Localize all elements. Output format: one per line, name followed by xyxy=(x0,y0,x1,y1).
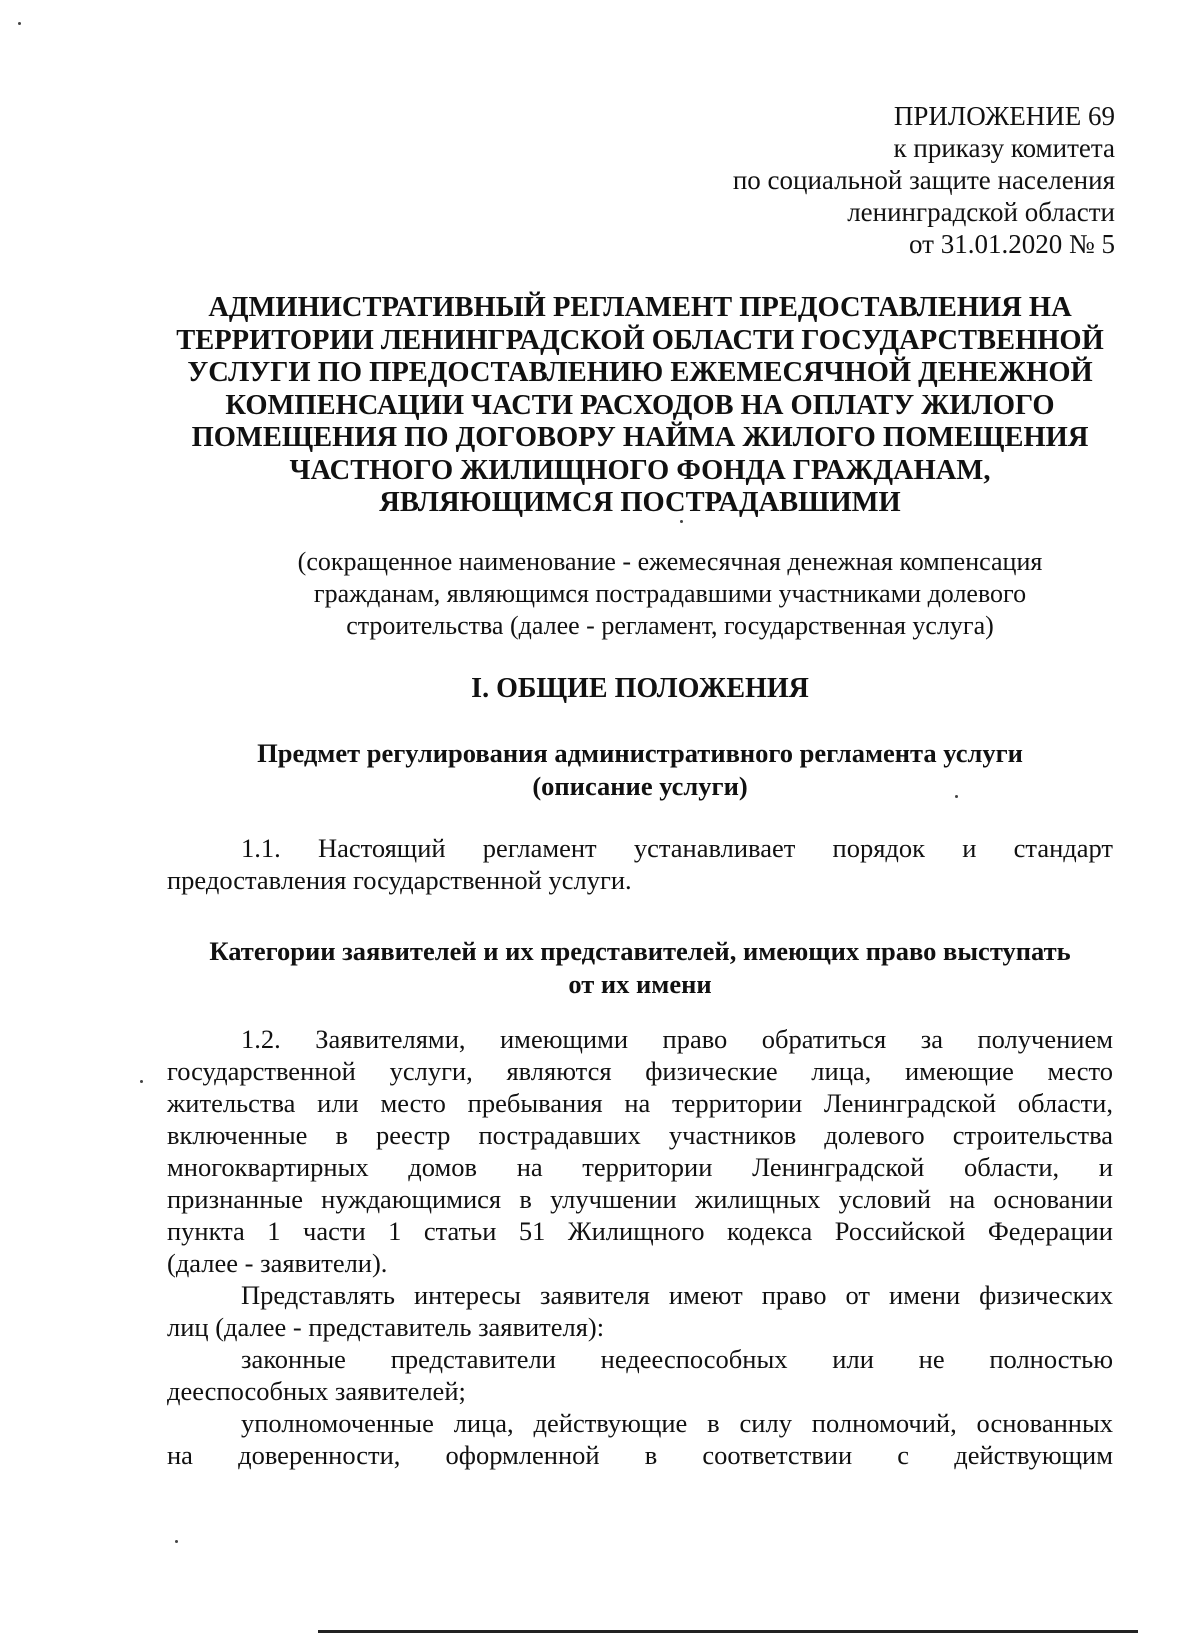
short-name-note xyxy=(260,546,1080,642)
scan-speck xyxy=(18,22,21,25)
scan-speck xyxy=(955,795,958,798)
paragraph-line: признанные нуждающимися в улучшении жилищных условий на основании xyxy=(167,1184,1113,1214)
title-line: ПОМЕЩЕНИЯ ПО ДОГОВОРУ НАЙМА ЖИЛОГО ПОМЕЩЕНИЯ xyxy=(191,422,1089,453)
title-line: УСЛУГИ ПО ПРЕДОСТАВЛЕНИЮ ЕЖЕМЕСЯЧНОЙ ДЕНЕЖНОЙ xyxy=(187,357,1093,388)
appendix-date-number: от 31.01.2020 № 5 xyxy=(909,229,1115,259)
paragraph-line: предоставления государственной услуги. xyxy=(167,865,632,895)
paragraph-line: законные представители недееспособных или не полностью xyxy=(241,1344,1113,1374)
subheading-applicants xyxy=(150,935,1130,1001)
paragraph-line: уполномоченные лица, действующие в силу полномочий, основанных xyxy=(241,1408,1113,1438)
section-title: I. ОБЩИЕ ПОЛОЖЕНИЯ xyxy=(471,673,809,704)
appendix-header xyxy=(733,100,1115,260)
title-line: АДМИНИСТРАТИВНЫЙ РЕГЛАМЕНТ ПРЕДОСТАВЛЕНИЯ НА xyxy=(208,292,1072,323)
scan-speck xyxy=(680,520,683,523)
appendix-line: по социальной защите населения xyxy=(732,165,1115,195)
document-title xyxy=(150,292,1130,520)
subheading-line: от их имени xyxy=(568,969,712,999)
title-line: ЧАСТНОГО ЖИЛИЩНОГО ФОНДА ГРАЖДАНАМ, xyxy=(289,454,991,486)
paragraph-line: лиц (далее - представитель заявителя): xyxy=(167,1312,605,1342)
short-name-line: строительства (далее - регламент, государственная услуга) xyxy=(346,611,994,640)
appendix-line: к приказу комитета xyxy=(893,133,1115,163)
scan-speck xyxy=(140,1080,143,1083)
appendix-title: ПРИЛОЖЕНИЕ 69 xyxy=(893,101,1115,131)
subheading-line: Категории заявителей и их представителей, имеющих право выступать xyxy=(209,936,1071,966)
paragraph-line: государственной услуги, являются физические лица, имеющие место xyxy=(167,1056,1113,1086)
subheading-subject xyxy=(150,737,1130,803)
paragraph-line: пункта 1 части 1 статьи 51 Жилищного кодекса Российской Федерации xyxy=(167,1216,1113,1246)
paragraph-line: на доверенности, оформленной в соответствии с действующим xyxy=(167,1440,1113,1470)
scan-speck xyxy=(175,1540,178,1543)
paragraph-line: жительства или место пребывания на территории Ленинградской области, xyxy=(167,1088,1113,1118)
paragraph-line: включенные в реестр пострадавших участников долевого строительства xyxy=(167,1120,1113,1150)
paragraph-line: 1.1. Настоящий регламент устанавливает порядок и стандарт xyxy=(241,833,1113,863)
paragraph-line: 1.2. Заявителями, имеющими право обратиться за получением xyxy=(241,1024,1113,1054)
title-line: ЯВЛЯЮЩИМСЯ ПОСТРАДАВШИМИ xyxy=(379,487,901,518)
short-name-line: гражданам, являющимся пострадавшими участниками долевого xyxy=(313,579,1027,608)
paragraph-line: дееспособных заявителей; xyxy=(167,1376,466,1406)
subheading-line: Предмет регулирования административного регламента услуги xyxy=(257,738,1023,768)
title-line: ТЕРРИТОРИИ ЛЕНИНГРАДСКОЙ ОБЛАСТИ ГОСУДАРСТВЕННОЙ xyxy=(176,324,1104,356)
paragraph-1-2 xyxy=(167,1023,1113,1471)
paragraph-1-1 xyxy=(167,832,1113,896)
paragraph-line: Представлять интересы заявителя имеют право от имени физических xyxy=(241,1280,1113,1310)
appendix-line: ленинградской области xyxy=(847,197,1115,227)
subheading-line: (описание услуги) xyxy=(532,771,748,801)
title-line: КОМПЕНСАЦИИ ЧАСТИ РАСХОДОВ НА ОПЛАТУ ЖИЛОГО xyxy=(225,389,1055,421)
short-name-line: (сокращенное наименование - ежемесячная денежная компенсация xyxy=(297,547,1043,576)
paragraph-line: многоквартирных домов на территории Ленинградской области, и xyxy=(167,1152,1113,1182)
paragraph-line: (далее - заявители). xyxy=(167,1248,388,1278)
